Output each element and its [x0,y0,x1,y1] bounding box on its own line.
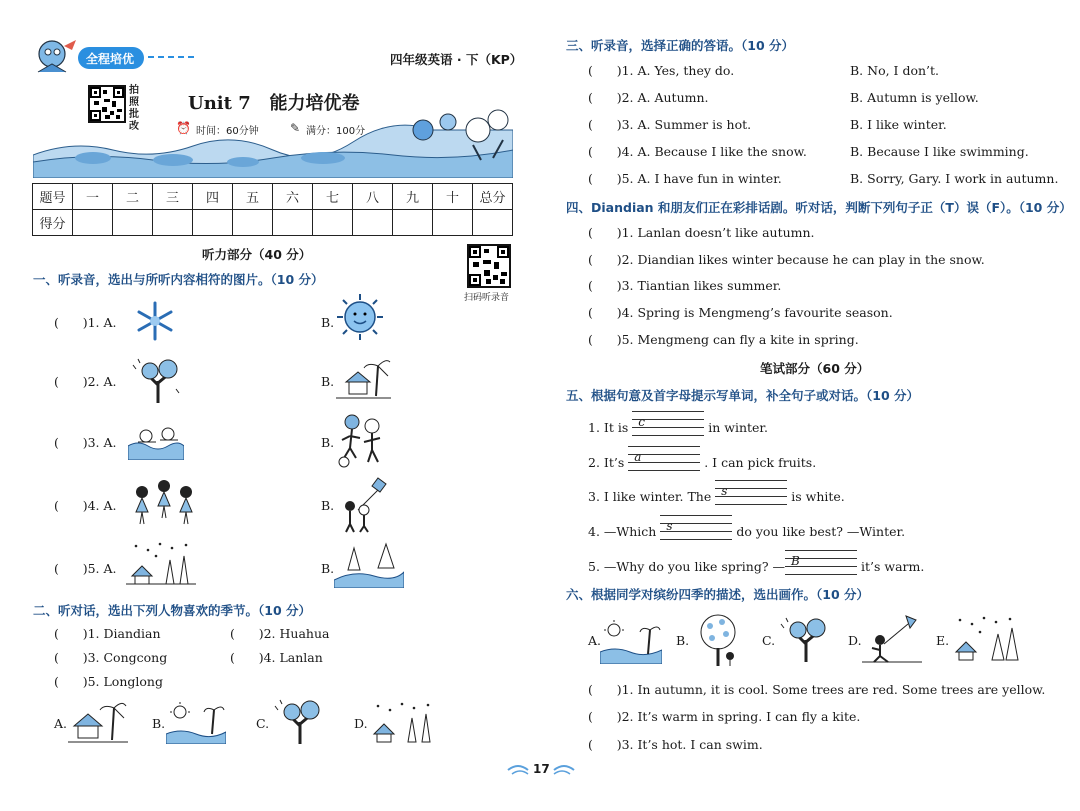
beach-sun-icon [600,618,662,668]
answer-blank[interactable] [660,521,732,539]
s5-post: is white. [791,489,845,504]
s4-item-2: ( )2. Diandian likes winter because he can play in the snow. [588,252,985,267]
scan-label: 拍照批改 [129,85,139,132]
s2-item-1: ( )1. Diandian [54,626,161,641]
hint-letter: s [666,519,673,533]
score-cell: 总分 [473,184,513,210]
s5-item-1 [588,417,768,435]
scan-listen-label: 扫码听录音 [464,293,510,303]
blossom-tree-icon [690,612,746,672]
score-input[interactable] [313,210,353,236]
s1-q4: ( )4. A. [54,498,117,513]
s3-q3-b: B. I like winter. [850,117,947,132]
s5-item-2 [588,452,816,470]
s5-post: in winter. [708,420,768,435]
score-cell: 九 [393,184,433,210]
mascot-icon [30,36,80,78]
s3-q5-a: ( )5. A. I have fun in winter. [588,171,782,186]
s1-q5-b: B. [321,561,335,576]
score-input[interactable] [393,210,433,236]
s1-q4-b: B. [321,498,335,513]
score-cell: 题号 [33,184,73,210]
s5-post: do you like best? —Winter. [736,524,906,539]
score-input[interactable] [233,210,273,236]
s2-item-3: ( )3. Congcong [54,650,168,665]
s3-q5-b: B. Sorry, Gary. I work in autumn. [850,171,1059,186]
s3-q4-a: ( )4. A. Because I like the snow. [588,144,807,159]
s6-item-1: ( )1. In autumn, it is cool. Some trees are red. Some trees are yellow. [588,682,1046,697]
answer-blank[interactable] [628,452,700,470]
book-title: 四年级英语 · 下（KP） [390,52,523,67]
section-3-title: 三、听录音，选择正确的答语。（10 分） [566,38,794,53]
landscape-banner-illustration [33,100,513,178]
s4-item-3: ( )3. Tiantian likes summer. [588,278,782,293]
s6-option-d: D. [848,633,862,648]
s5-item-5 [588,556,924,574]
score-input[interactable] [433,210,473,236]
score-input[interactable] [193,210,233,236]
score-cell: 三 [153,184,193,210]
pencil-icon: ✎ [290,121,301,135]
s5-pre: 2. It’s [588,455,625,470]
score-cell: 八 [353,184,393,210]
score-cell: 十 [433,184,473,210]
badge-label: 全程培优 [86,52,135,66]
answer-blank[interactable] [715,486,787,504]
autumn-tree-icon [270,696,326,750]
s3-q4-b: B. Because I like swimming. [850,144,1029,159]
s5-pre: 3. I like winter. The [588,489,712,504]
s3-q1-b: B. No, I don’t. [850,63,940,78]
section-1-title: 一、听录音，选出与所听内容相符的图片。（10 分） [33,272,324,287]
score-cell: 二 [113,184,153,210]
kite-kids-icon [334,476,392,538]
section-2-title: 二、听对话，选出下列人物喜欢的季节。（10 分） [33,603,311,618]
s4-item-1: ( )1. Lanlan doesn’t like autumn. [588,225,815,240]
score-cell: 五 [233,184,273,210]
s5-pre: 5. —Why do you like spring? — [588,559,786,574]
s5-post: . I can pick fruits. [704,455,817,470]
score-input[interactable] [353,210,393,236]
exam-time: 时间：60分钟 [196,126,259,137]
s5-pre: 1. It is [588,420,629,435]
page-number: 17 [533,762,550,776]
s2-option-d: D. [354,716,368,731]
score-cell: 六 [273,184,313,210]
winter-scene-icon [368,700,438,748]
beach-sun-icon [166,700,226,748]
full-score: 满分：100分 [306,126,366,137]
s6-item-3: ( )3. It’s hot. I can swim. [588,737,763,752]
s3-q1-a: ( )1. A. Yes, they do. [588,63,735,78]
s1-q3-b: B. [321,435,335,450]
section-6-title: 六、根据同学对缤纷四季的描述，选出画作。（10 分） [566,587,869,602]
hint-letter: c [638,415,645,429]
s1-q2: ( )2. A. [54,374,117,389]
dancing-girls-icon [128,478,198,532]
score-header-row [33,184,513,210]
score-value-row [33,210,513,236]
winter-scene-icon [126,540,196,590]
kids-playing-icon [334,410,389,472]
s2-item-4: ( )4. Lanlan [230,650,323,665]
s2-option-c: C. [256,716,270,731]
s4-item-5: ( )5. Mengmeng can fly a kite in spring. [588,332,859,347]
s6-option-b: B. [676,633,690,648]
score-input[interactable] [473,210,513,236]
s6-option-a: A. [588,633,602,648]
s3-q3-a: ( )3. A. Summer is hot. [588,117,752,132]
sun-icon [335,292,385,346]
writing-title: 笔试部分（60 分） [760,361,870,376]
page-title: Unit 7 能力培优卷 [188,93,360,114]
s6-option-e: E. [936,633,950,648]
badge [78,47,196,69]
hills-icon [334,540,404,592]
s5-pre: 4. —Which [588,524,657,539]
kite-kid-icon [862,614,922,668]
winter-scene-icon [950,614,1024,666]
answer-blank[interactable] [785,556,857,574]
score-input[interactable] [73,210,113,236]
s5-item-4 [588,521,905,539]
s4-item-4: ( )4. Spring is Mengmeng’s favourite season. [588,305,893,320]
s2-item-5: ( )5. Longlong [54,674,163,689]
s3-q2-b: B. Autumn is yellow. [850,90,979,105]
score-input[interactable] [153,210,193,236]
s3-q2-a: ( )2. A. Autumn. [588,90,709,105]
house-palm-icon [336,352,391,408]
autumn-tree-icon [128,355,183,409]
s6-item-2: ( )2. It’s warm in spring. I can fly a kite. [588,709,861,724]
s2-option-a: A. [54,716,68,731]
hint-letter: s [721,484,728,498]
s1-q3: ( )3. A. [54,435,117,450]
autumn-tree-icon [776,614,832,668]
house-palm-icon [68,700,128,750]
score-input[interactable] [273,210,313,236]
hint-letter: a [634,450,642,464]
score-table [32,183,513,236]
section-5-title: 五、根据句意及首字母提示写单词，补全句子或对话。（10 分） [566,388,919,403]
s5-item-3 [588,486,845,504]
s1-q1: ( )1. A. [54,315,117,330]
listen-qr-code [467,244,511,288]
score-row-label: 得分 [33,210,73,236]
score-cell: 一 [73,184,113,210]
s2-option-b: B. [152,716,166,731]
score-input[interactable] [113,210,153,236]
listening-title: 听力部分（40 分） [202,247,312,262]
swimming-icon [128,422,184,464]
s1-q1-b: B. [321,315,335,330]
s1-q5: ( )5. A. [54,561,117,576]
s2-item-2: ( )2. Huahua [230,626,330,641]
hint-letter: B [791,554,800,568]
s6-option-c: C. [762,633,776,648]
section-4-title: 四、Diandian 和朋友们正在彩排话剧。听对话，判断下列句子正（T）误（F）。（10 分） [566,200,1072,215]
snowflake-icon [130,300,180,346]
score-cell: 四 [193,184,233,210]
clock-icon: ⏰ [176,121,191,135]
s1-q2-b: B. [321,374,335,389]
s5-post: it’s warm. [861,559,925,574]
score-cell: 七 [313,184,353,210]
answer-blank[interactable] [632,417,704,435]
